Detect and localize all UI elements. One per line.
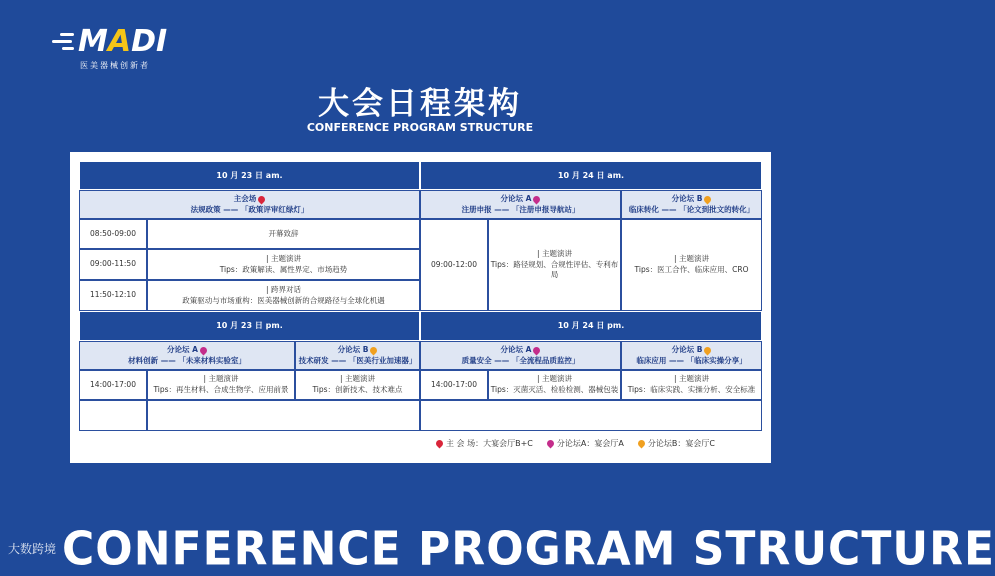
session-tips: Tips：临床实践、实操分析、安全标准 — [627, 385, 756, 394]
forum-a-title — [501, 194, 541, 205]
session-type: | 跨界对话 — [266, 284, 301, 294]
session-cell — [488, 370, 621, 400]
time-cell: 14:00-17:00 — [420, 370, 488, 400]
session-type: 开幕致辞 — [268, 228, 299, 238]
time-cell: 14:00-17:00 — [79, 370, 147, 400]
location-pin-icon — [369, 345, 379, 355]
location-pin-icon — [199, 345, 209, 355]
session-cell — [621, 370, 762, 400]
legend-label: 分论坛B：宴会厅C — [647, 439, 715, 448]
forum-a-header-day23-pm — [79, 341, 295, 370]
footer-banner-text: CONFERENCE PROGRAM STRUCTURE — [62, 522, 995, 576]
header-day23-pm: 10 月 23 日 pm. — [79, 311, 420, 341]
session-cell — [147, 219, 420, 249]
location-pin-icon — [703, 194, 713, 204]
session-type: | 主题演讲 — [266, 253, 301, 263]
forum-a-label: 分论坛 A — [500, 344, 532, 354]
legend-item-b — [638, 438, 715, 449]
session-type: | 主题演讲 — [537, 374, 572, 384]
page-subtitle: CONFERENCE PROGRAM STRUCTURE — [306, 121, 534, 134]
main-venue-desc: 法规政策 —— 「政策评审红绿灯」 — [190, 204, 309, 214]
session-type: | 主题演讲 — [674, 254, 709, 264]
session-type: | 主题演讲 — [537, 248, 572, 258]
session-cell — [147, 370, 295, 400]
location-pin-icon — [257, 194, 267, 204]
time-cell: 08:50-09:00 — [79, 219, 147, 249]
page-title: 大会日程架构 — [318, 86, 522, 122]
legend-label: 主 会 场：大宴会厅B+C — [446, 439, 533, 448]
main-venue-title — [234, 194, 266, 205]
session-tips: Tips：灭菌灭活、检验检测、器械包装 — [490, 385, 619, 394]
session-cell — [295, 370, 420, 400]
venue-legend — [436, 438, 715, 449]
forum-b-header-day24-pm — [621, 341, 762, 370]
schedule-card — [70, 152, 771, 463]
session-tips: Tips：路径规划、合规性评估、专利布局 — [490, 259, 619, 280]
forum-b-header-day24-am — [621, 190, 762, 219]
location-pin-icon — [532, 345, 542, 355]
legend-item-main — [436, 438, 533, 449]
header-day23-am: 10 月 23 日 am. — [79, 161, 420, 190]
empty-cell — [147, 400, 420, 431]
empty-cell — [79, 400, 147, 431]
logo-letter-a: A — [107, 24, 132, 59]
forum-b-label: 分论坛 B — [337, 344, 369, 354]
logo-tagline: 医美器械创新者 — [80, 61, 150, 70]
forum-b-label: 分论坛 B — [671, 193, 703, 203]
session-tips: Tips：再生材料、合成生物学、应用前景 — [153, 385, 289, 394]
session-cell — [147, 280, 420, 311]
location-pin-icon — [636, 439, 646, 449]
time-cell: 09:00-11:50 — [79, 249, 147, 280]
session-type: | 主题演讲 — [674, 374, 709, 384]
forum-b-label: 分论坛 B — [671, 344, 703, 354]
time-cell: 11:50-12:10 — [79, 280, 147, 311]
madi-logo — [52, 24, 182, 74]
empty-cell — [420, 400, 762, 431]
forum-a-desc: 材料创新 —— 「未来材料实验室」 — [128, 355, 246, 365]
session-tips: Tips：政策解读、属性界定、市场趋势 — [219, 264, 348, 274]
forum-a-desc: 注册申报 —— 「注册申报导航站」 — [461, 204, 580, 214]
legend-item-a — [547, 438, 624, 449]
forum-a-desc: 质量安全 —— 「全流程品质监控」 — [461, 355, 580, 365]
forum-b-desc: 技术研发 —— 「医美行业加速器」 — [298, 355, 417, 365]
forum-a-header-day24-am — [420, 190, 621, 219]
session-type: | 主题演讲 — [203, 374, 239, 384]
session-cell — [147, 249, 420, 280]
header-day24-am: 10 月 24 日 am. — [420, 161, 762, 190]
location-pin-icon — [703, 345, 713, 355]
session-tips: Tips：医工合作、临床应用、CRO — [634, 265, 749, 274]
forum-b-title — [672, 345, 712, 356]
session-tips: Tips：创新技术、技术难点 — [312, 385, 403, 394]
forum-b-desc: 临床转化 —— 「论文到批文的转化」 — [628, 204, 755, 214]
forum-a-title — [167, 345, 207, 356]
main-venue-header — [79, 190, 420, 219]
forum-a-title — [501, 345, 541, 356]
forum-b-title — [338, 345, 378, 356]
speed-lines-icon — [52, 33, 74, 54]
logo-letters-di: DI — [131, 24, 168, 59]
main-venue-label: 主会场 — [233, 193, 257, 203]
schedule-table — [79, 161, 762, 431]
watermark: 大数跨境 — [8, 542, 57, 556]
time-cell: 09:00-12:00 — [420, 219, 488, 311]
forum-b-title — [672, 194, 712, 205]
header-day24-pm: 10 月 24 日 pm. — [420, 311, 762, 341]
session-tips: 政策驱动与市场重构：医美器械创新的合规路径与全球化机遇 — [182, 295, 385, 305]
logo-wordmark — [78, 24, 167, 59]
forum-a-header-day24-pm — [420, 341, 621, 370]
session-cell — [488, 219, 621, 311]
forum-b-header-day23-pm — [295, 341, 420, 370]
forum-a-label: 分论坛 A — [167, 344, 198, 354]
session-type: | 主题演讲 — [340, 374, 375, 384]
forum-a-label: 分论坛 A — [500, 193, 532, 203]
forum-b-desc: 临床应用 —— 「临床实操分享」 — [636, 355, 747, 365]
session-cell — [621, 219, 762, 311]
location-pin-icon — [532, 194, 542, 204]
location-pin-icon — [435, 439, 445, 449]
location-pin-icon — [545, 439, 555, 449]
legend-label: 分论坛A：宴会厅A — [556, 439, 624, 448]
logo-letters-m: M — [78, 24, 108, 59]
